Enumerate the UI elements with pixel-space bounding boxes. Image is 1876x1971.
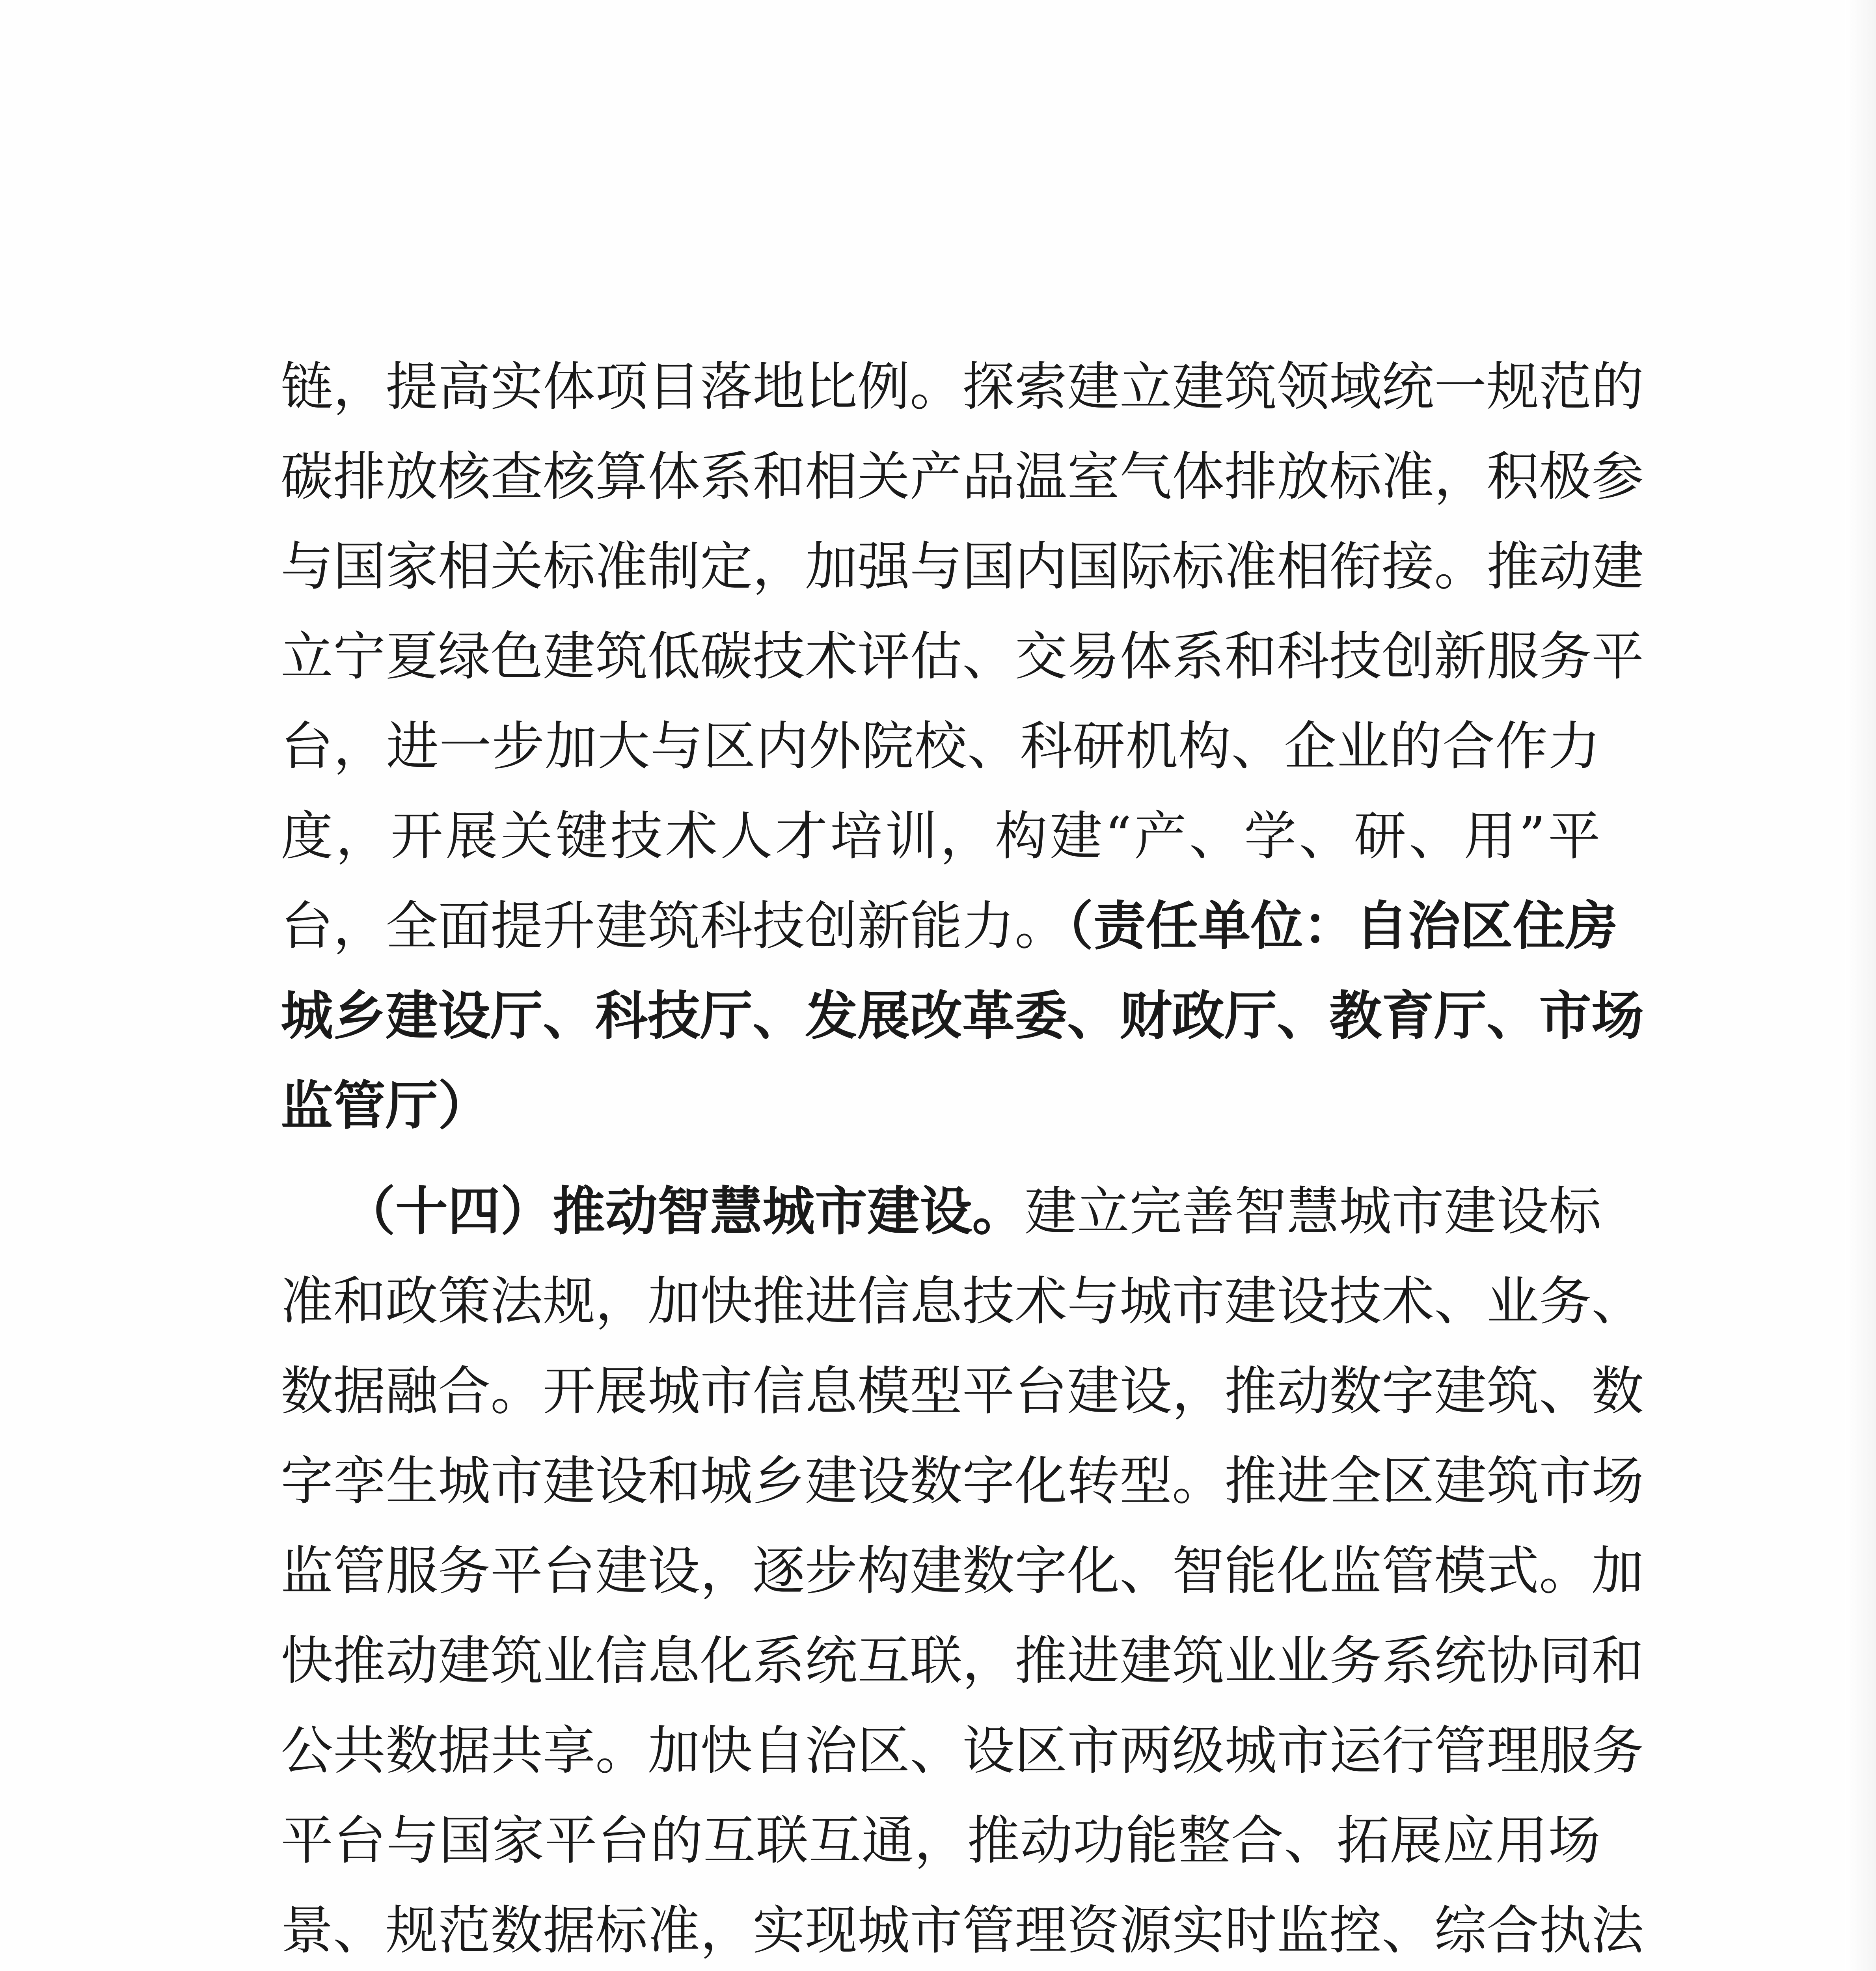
text-line: 台，进一步加大与区内外院校、科研机构、企业的合作力 <box>281 716 1600 777</box>
text-line: 度，开展关键技术人才培训，构建“产、学、研、用”平 <box>281 806 1600 867</box>
text-line: 数据融合。开展城市信息模型平台建设，推动数字建筑、数 <box>281 1361 1644 1422</box>
text-line: 字孪生城市建设和城乡建设数字化转型。推进全区建筑市场 <box>281 1451 1644 1512</box>
text-line: 公共数据共享。加快自治区、设区市两级城市运行管理服务 <box>281 1721 1644 1781</box>
responsibility-units: 城乡建设厅、科技厅、发展改革委、财政厅、教育厅、市场 <box>281 986 1644 1047</box>
scan-edge <box>1845 0 1876 1971</box>
text-line: 立宁夏绿色建筑低碳技术评估、交易体系和科技创新服务平 <box>281 626 1644 687</box>
text-line: 碳排放核查核算体系和相关产品温室气体排放标准，积极参 <box>281 447 1644 507</box>
text-segment: 台，全面提升建筑科技创新能力。 <box>281 896 1067 957</box>
text-line: 链，提高实体项目落地比例。探索建立建筑领域统一规范的 <box>281 357 1644 417</box>
responsibility-units-end: 监管厅） <box>281 1076 490 1136</box>
text-line-with-responsibility <box>281 881 1618 971</box>
section-heading-line <box>343 1167 1600 1257</box>
text-line: 平台与国家平台的互联互通，推动功能整合、拓展应用场 <box>281 1811 1600 1871</box>
responsibility-label: （责任单位：自治区住房 <box>1067 896 1618 957</box>
text-line: 监管服务平台建设，逐步构建数字化、智能化监管模式。加 <box>281 1541 1644 1602</box>
text-line: 快推动建筑业信息化系统互联，推进建筑业业务系统协同和 <box>281 1631 1644 1692</box>
text-line: 与国家相关标准制定，加强与国内国际标准相衔接。推动建 <box>281 537 1644 597</box>
section-heading: （十四）推动智慧城市建设。 <box>343 1181 1025 1242</box>
text-line: 准和政策法规，加快推进信息技术与城市建设技术、业务、 <box>281 1271 1644 1332</box>
text-segment: 建立完善智慧城市建设标 <box>1025 1181 1601 1242</box>
text-line: 景、规范数据标准，实现城市管理资源实时监控、综合执法 <box>281 1900 1644 1961</box>
